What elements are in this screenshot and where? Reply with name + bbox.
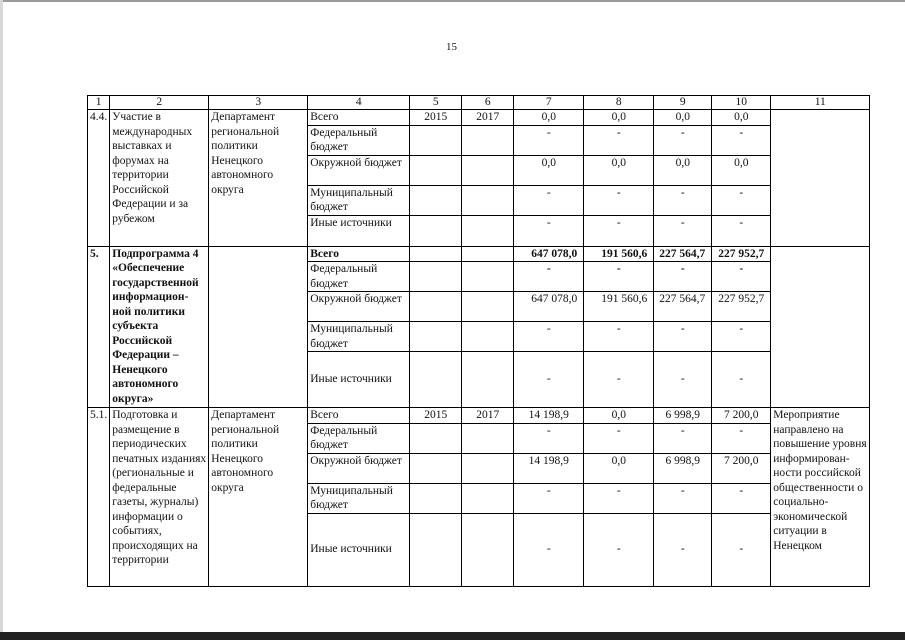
value-2017: 227 952,7: [712, 246, 771, 262]
item-executor: [209, 246, 308, 408]
value-2015: -: [584, 513, 654, 586]
item-number: 4.4.: [88, 110, 110, 247]
table-row: [88, 408, 870, 424]
value-2015: -: [584, 185, 654, 215]
start-year: 2015: [410, 110, 462, 126]
value-total: -: [514, 483, 584, 513]
item-name: Подготовка и размещение в периодических печатных изданиях (региональные и федеральные газеты, журналы) информации о событиях, происходящих на территории: [110, 408, 209, 587]
value-2016: 6 998,9: [654, 453, 712, 483]
value-2016: 0,0: [654, 155, 712, 185]
funding-source: Иные источники: [308, 215, 410, 246]
value-total: -: [514, 185, 584, 215]
value-2017: 0,0: [712, 155, 771, 185]
col-number-2: 2: [110, 96, 209, 110]
item-note: [771, 110, 870, 247]
value-2017: -: [712, 513, 771, 586]
value-2017: -: [712, 423, 771, 453]
value-total: 647 078,0: [514, 246, 584, 262]
value-total: -: [514, 322, 584, 352]
value-2016: -: [654, 423, 712, 453]
value-total: 0,0: [514, 155, 584, 185]
table-row: [88, 246, 870, 262]
value-2015: 191 560,6: [584, 246, 654, 262]
value-2016: -: [654, 322, 712, 352]
value-2017: 227 952,7: [712, 292, 771, 322]
value-total: -: [514, 423, 584, 453]
value-2016: 227 564,7: [654, 246, 712, 262]
funding-source: Всего: [308, 246, 410, 262]
value-2015: -: [584, 423, 654, 453]
item-name: Подпрограмма 4 «Обеспечение государственной информацион-ной политики субъекта Российской Федерации – Ненецкого автономного округа»: [110, 246, 209, 408]
value-2017: 0,0: [712, 110, 771, 126]
value-2015: 0,0: [584, 453, 654, 483]
value-2017: -: [712, 352, 771, 408]
funding-source: Муниципальный бюджет: [308, 322, 410, 352]
bottom-scan-edge: [0, 632, 905, 640]
value-total: 14 198,9: [514, 453, 584, 483]
col-number-6: 6: [462, 96, 514, 110]
value-2016: -: [654, 483, 712, 513]
value-2017: -: [712, 125, 771, 155]
col-number-9: 9: [654, 96, 712, 110]
end-year: [462, 246, 514, 262]
value-2017: -: [712, 215, 771, 246]
item-number: 5.: [88, 246, 110, 408]
end-year: 2017: [462, 408, 514, 424]
funding-source: Иные источники: [308, 513, 410, 586]
col-number-1: 1: [88, 96, 110, 110]
value-2015: -: [584, 352, 654, 408]
item-executor: Департамент региональной политики Ненецкого автономного округа: [209, 408, 308, 587]
col-number-11: 11: [771, 96, 870, 110]
value-2016: 227 564,7: [654, 292, 712, 322]
value-2015: -: [584, 483, 654, 513]
value-total: 647 078,0: [514, 292, 584, 322]
item-number: 5.1.: [88, 408, 110, 587]
funding-source: Муниципальный бюджет: [308, 483, 410, 513]
value-total: -: [514, 262, 584, 292]
value-2015: -: [584, 322, 654, 352]
value-2015: 191 560,6: [584, 292, 654, 322]
funding-source: Федеральный бюджет: [308, 262, 410, 292]
value-total: -: [514, 215, 584, 246]
value-2017: -: [712, 483, 771, 513]
col-number-3: 3: [209, 96, 308, 110]
page-number: 15: [446, 41, 457, 53]
item-name: Участие в международных выставках и форумах на территории Российской Федерации и за рубежом: [110, 110, 209, 247]
value-2016: -: [654, 513, 712, 586]
funding-source: Иные источники: [308, 352, 410, 408]
value-2016: -: [654, 125, 712, 155]
left-scan-edge: [0, 0, 3, 640]
col-number-7: 7: [514, 96, 584, 110]
value-total: -: [514, 352, 584, 408]
value-total: 0,0: [514, 110, 584, 126]
value-total: -: [514, 513, 584, 586]
program-table: [87, 95, 870, 587]
col-number-4: 4: [308, 96, 410, 110]
value-2015: 0,0: [584, 110, 654, 126]
col-number-10: 10: [712, 96, 771, 110]
value-2016: -: [654, 262, 712, 292]
value-total: -: [514, 125, 584, 155]
item-executor: Департамент региональной политики Ненецкого автономного округа: [209, 110, 308, 247]
funding-source: Окружной бюджет: [308, 155, 410, 185]
funding-source: Всего: [308, 110, 410, 126]
table-row: [88, 110, 870, 126]
value-2017: 7 200,0: [712, 408, 771, 424]
value-2016: -: [654, 185, 712, 215]
value-2015: 0,0: [584, 155, 654, 185]
item-note: Мероприятие направлено на повышение уровня информирован-ности российской общественности о социально-экономической ситуации в Ненецком: [771, 408, 870, 587]
end-year: 2017: [462, 110, 514, 126]
value-2017: -: [712, 262, 771, 292]
value-2015: 0,0: [584, 408, 654, 424]
value-2017: -: [712, 322, 771, 352]
column-number-row: [88, 96, 870, 110]
value-2015: -: [584, 125, 654, 155]
value-2016: -: [654, 215, 712, 246]
value-2017: -: [712, 185, 771, 215]
value-2017: 7 200,0: [712, 453, 771, 483]
funding-source: Всего: [308, 408, 410, 424]
col-number-8: 8: [584, 96, 654, 110]
value-2016: 6 998,9: [654, 408, 712, 424]
funding-source: Федеральный бюджет: [308, 125, 410, 155]
value-2015: -: [584, 215, 654, 246]
item-note: [771, 246, 870, 408]
value-2016: -: [654, 352, 712, 408]
funding-source: Федеральный бюджет: [308, 423, 410, 453]
col-number-5: 5: [410, 96, 462, 110]
value-2015: -: [584, 262, 654, 292]
funding-source: Окружной бюджет: [308, 453, 410, 483]
start-year: 2015: [410, 408, 462, 424]
funding-source: Муниципальный бюджет: [308, 185, 410, 215]
funding-source: Окружной бюджет: [308, 292, 410, 322]
top-edge-line: [0, 0, 905, 2]
value-total: 14 198,9: [514, 408, 584, 424]
start-year: [410, 246, 462, 262]
value-2016: 0,0: [654, 110, 712, 126]
